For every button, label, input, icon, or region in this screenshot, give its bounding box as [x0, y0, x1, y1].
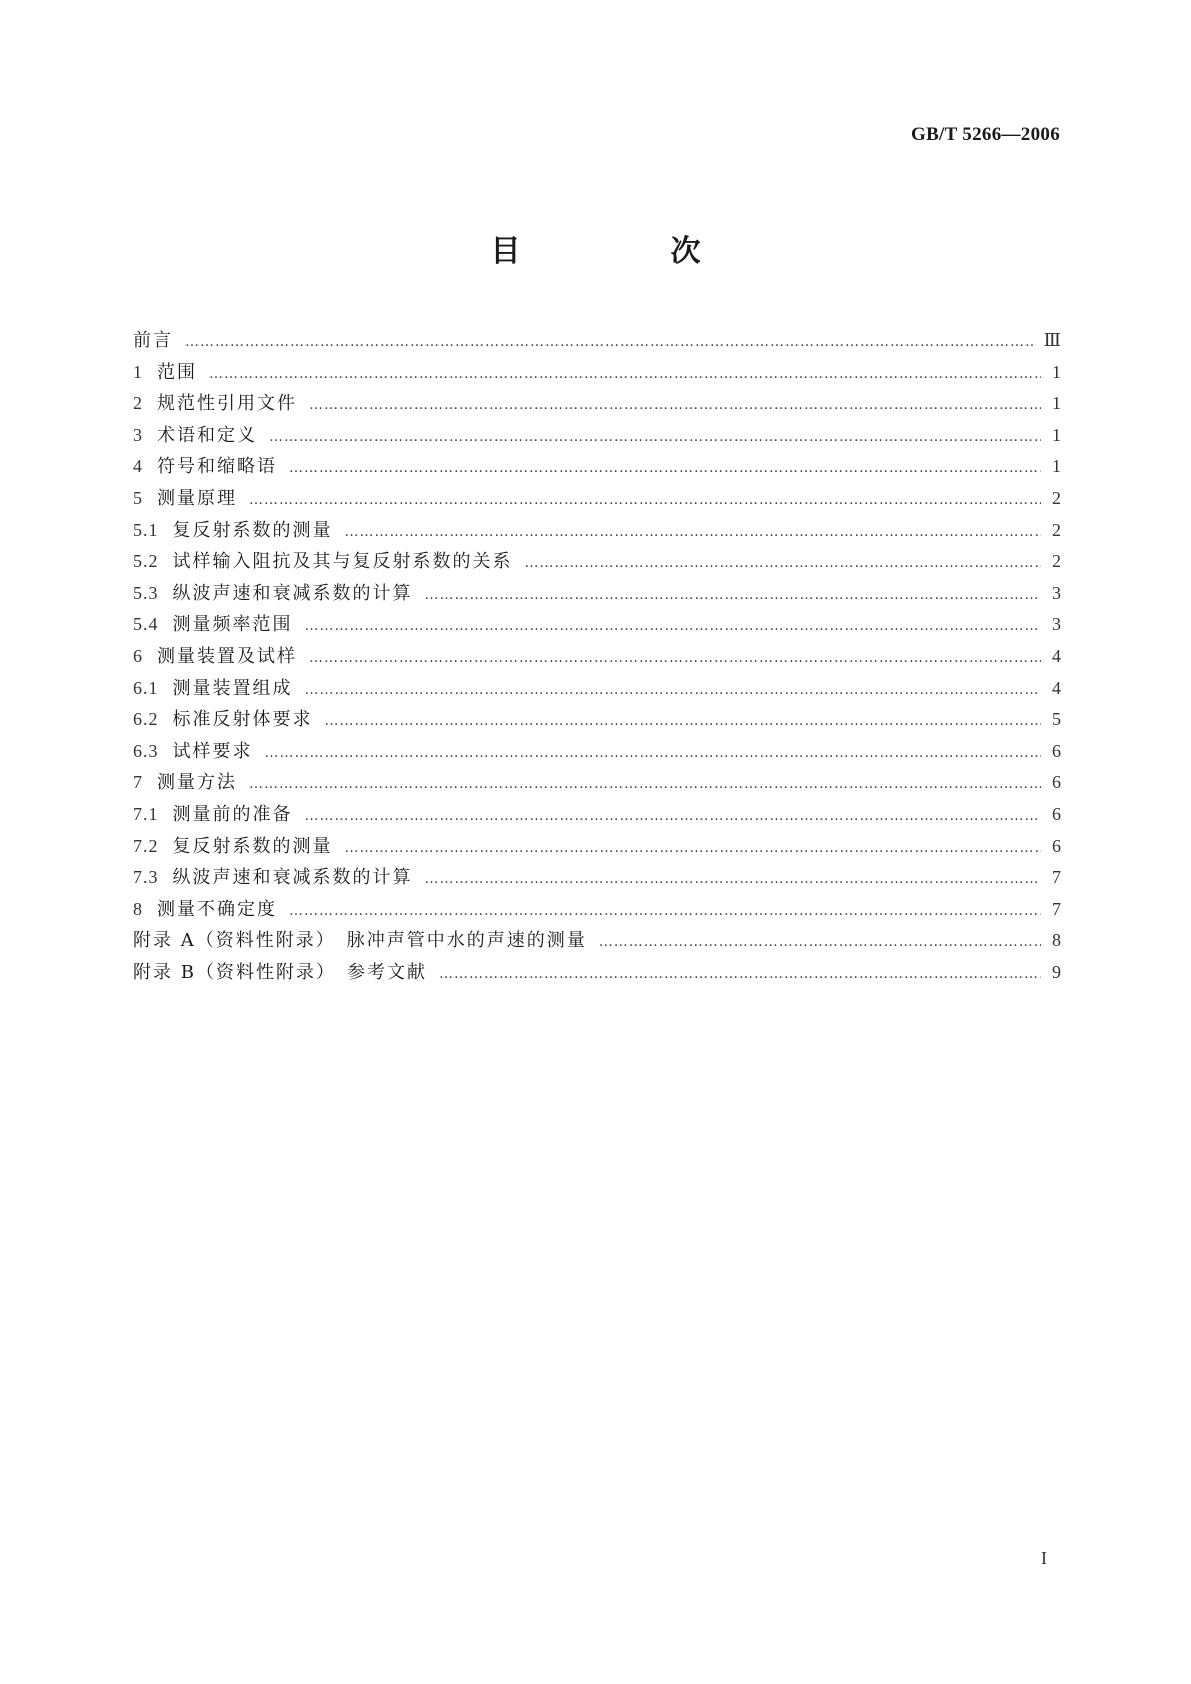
toc-leader-dots [269, 429, 1041, 445]
table-of-contents [133, 326, 1061, 989]
toc-entry-page: 6 [1052, 740, 1061, 761]
toc-entry-label: 测量装置及试样 [157, 645, 297, 667]
toc-entry-label: 复反射系数的测量 [172, 519, 333, 541]
toc-entry-page: 9 [1052, 961, 1061, 982]
toc-leader-dots [305, 808, 1042, 824]
toc-entry[interactable] [133, 547, 1061, 579]
toc-entry-number: 5 [133, 487, 143, 508]
toc-entry-number: 7.1 [133, 803, 159, 824]
toc-leader-dots [425, 587, 1042, 603]
toc-leader-dots [185, 334, 1036, 350]
toc-leader-dots [345, 524, 1042, 540]
toc-entry-label: 测量原理 [157, 487, 237, 509]
toc-entry-page: 1 [1052, 393, 1061, 414]
toc-leader-dots [249, 492, 1041, 508]
toc-leader-dots [289, 903, 1041, 919]
toc-entry[interactable] [133, 421, 1061, 453]
page-number: I [1041, 1548, 1047, 1568]
toc-entry-page: 8 [1052, 930, 1061, 951]
toc-entry-page: 6 [1052, 803, 1061, 824]
toc-entry-number: 7 [133, 772, 143, 793]
toc-leader-dots [425, 871, 1042, 887]
toc-leader-dots [345, 840, 1042, 856]
toc-entry-page: 7 [1052, 867, 1061, 888]
toc-entry[interactable] [133, 863, 1061, 895]
toc-entry-page: 7 [1052, 898, 1061, 919]
toc-entry-page: 5 [1052, 709, 1061, 730]
toc-entry-label: 试样输入阻抗及其与复反射系数的关系 [172, 551, 513, 573]
toc-entry-page: 2 [1052, 487, 1061, 508]
toc-entry-label: 纵波声速和衰减系数的计算 [172, 582, 413, 604]
toc-entry-label: 附录 B（资料性附录） 参考文献 [133, 961, 427, 983]
toc-entry-page: 4 [1052, 645, 1061, 666]
toc-entry-label: 符号和缩略语 [157, 456, 277, 478]
toc-leader-dots [309, 650, 1041, 666]
toc-entry[interactable] [133, 389, 1061, 421]
toc-entry-number: 3 [133, 424, 143, 445]
toc-entry-label: 测量前的准备 [172, 803, 293, 825]
toc-entry-page: 1 [1052, 361, 1061, 382]
toc-entry-page: 1 [1052, 456, 1061, 477]
toc-entry[interactable] [133, 800, 1061, 832]
toc-entry-number: 1 [133, 361, 143, 382]
toc-entry[interactable] [133, 358, 1061, 390]
toc-entry-label: 附录 A（资料性附录） 脉冲声管中水的声速的测量 [133, 930, 587, 952]
toc-entry[interactable] [133, 484, 1061, 516]
toc-entry[interactable] [133, 610, 1061, 642]
toc-leader-dots [305, 618, 1042, 634]
toc-entry-label: 测量频率范围 [172, 614, 293, 636]
toc-leader-dots [209, 366, 1041, 382]
toc-entry[interactable] [133, 895, 1061, 927]
toc-entry-label: 纵波声速和衰减系数的计算 [172, 867, 413, 889]
toc-entry-number: 7.2 [133, 835, 159, 856]
toc-entry[interactable] [133, 452, 1061, 484]
toc-entry-number: 6.3 [133, 740, 159, 761]
toc-entry-number: 5.4 [133, 614, 159, 635]
toc-leader-dots [249, 776, 1041, 792]
toc-entry-number: 2 [133, 393, 143, 414]
toc-entry-page: 2 [1052, 551, 1061, 572]
toc-entry-label: 标准反射体要求 [172, 709, 313, 731]
toc-entry-label: 规范性引用文件 [157, 393, 297, 415]
toc-entry[interactable] [133, 926, 1061, 958]
toc-entry-page: 3 [1052, 582, 1061, 603]
toc-entry-number: 6.2 [133, 709, 159, 730]
toc-entry-number: 5.1 [133, 519, 159, 540]
toc-leader-dots [599, 934, 1041, 950]
toc-entry[interactable] [133, 768, 1061, 800]
toc-entry-number: 6.1 [133, 677, 159, 698]
toc-entry-number: 7.3 [133, 867, 159, 888]
toc-leader-dots [289, 460, 1041, 476]
toc-entry[interactable] [133, 516, 1061, 548]
toc-leader-dots [525, 555, 1042, 571]
toc-entry[interactable] [133, 832, 1061, 864]
toc-leader-dots [305, 682, 1042, 698]
toc-entry-number: 5.2 [133, 551, 159, 572]
toc-entry-page: 1 [1052, 424, 1061, 445]
toc-entry[interactable] [133, 326, 1061, 358]
toc-entry[interactable] [133, 737, 1061, 769]
toc-entry-number: 4 [133, 456, 143, 477]
toc-entry-number: 6 [133, 645, 143, 666]
toc-entry-page: 6 [1052, 835, 1061, 856]
toc-entry[interactable] [133, 958, 1061, 990]
standard-code: GB/T 5266—2006 [910, 124, 1060, 145]
toc-entry-page: 2 [1052, 519, 1061, 540]
toc-leader-dots [325, 713, 1042, 729]
toc-leader-dots [265, 745, 1042, 761]
toc-entry-label: 测量方法 [157, 772, 237, 794]
page-title: 目 次 [490, 234, 761, 269]
toc-entry-page: Ⅲ [1043, 330, 1061, 350]
toc-entry[interactable] [133, 705, 1061, 737]
toc-entry-label: 范围 [157, 361, 197, 383]
toc-entry-page: 6 [1052, 772, 1061, 793]
toc-entry-page: 3 [1052, 614, 1061, 635]
toc-entry[interactable] [133, 642, 1061, 674]
toc-entry-label: 试样要求 [172, 740, 253, 762]
toc-entry-label: 测量不确定度 [157, 898, 277, 920]
toc-entry-label: 复反射系数的测量 [172, 835, 333, 857]
toc-entry-label: 前言 [133, 330, 173, 351]
toc-entry-page: 4 [1052, 677, 1061, 698]
toc-leader-dots [309, 397, 1041, 413]
toc-entry-label: 术语和定义 [157, 424, 257, 446]
toc-entry-number: 5.3 [133, 582, 159, 603]
toc-leader-dots [439, 966, 1041, 982]
toc-entry-number: 8 [133, 898, 143, 919]
toc-entry[interactable] [133, 674, 1061, 706]
toc-entry[interactable] [133, 579, 1061, 611]
toc-entry-label: 测量装置组成 [172, 677, 293, 699]
